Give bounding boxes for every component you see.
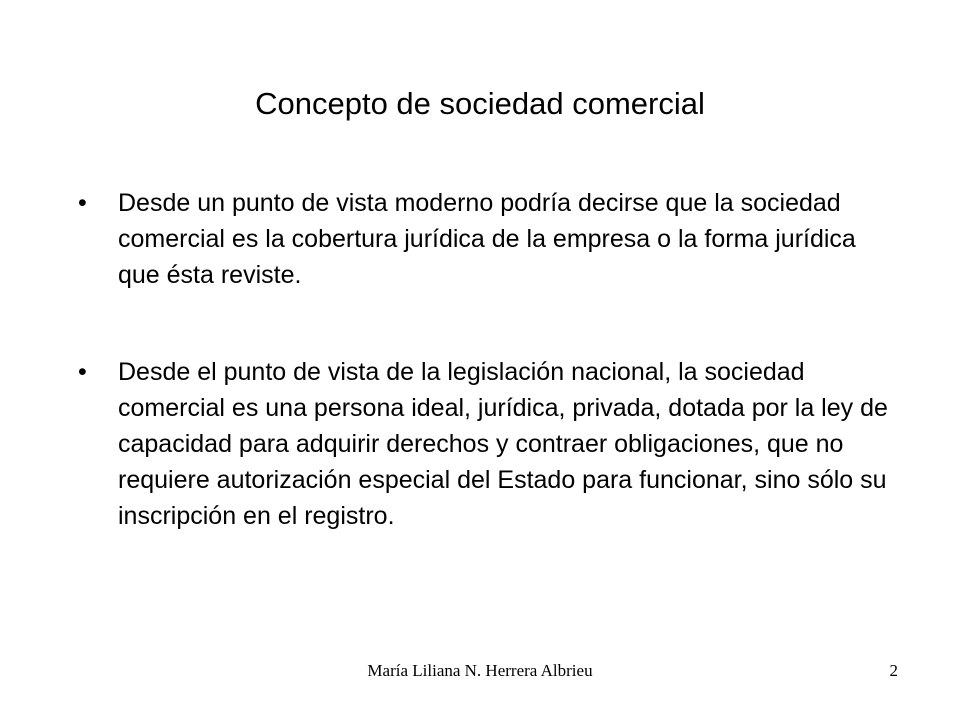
page-number: 2 xyxy=(889,661,898,680)
bullet-point-icon: • xyxy=(78,189,87,217)
slide-title: Concepto de sociedad comercial xyxy=(255,86,705,121)
bullet-point-icon: • xyxy=(78,358,87,386)
bullet-item-modern-definition xyxy=(78,185,898,293)
bullet-item-legal-definition xyxy=(78,354,898,534)
bullet-text-legal-definition: Desde el punto de vista de la legislación nacional, la sociedad comercial es una persona ideal, jurídica, privada, dotada por la ley de capacidad para adquirir derechos y contraer obligaciones, que no requiere autorización especial del Estado para funcionar, sino sólo su inscripción en el registro. xyxy=(118,358,888,530)
bullet-text-modern-definition: Desde un punto de vista moderno podría decirse que la sociedad comercial es la cobertura jurídica de la empresa o la forma jurídica que ésta reviste. xyxy=(118,189,856,289)
footer-author: María Liliana N. Herrera Albrieu xyxy=(367,661,593,680)
